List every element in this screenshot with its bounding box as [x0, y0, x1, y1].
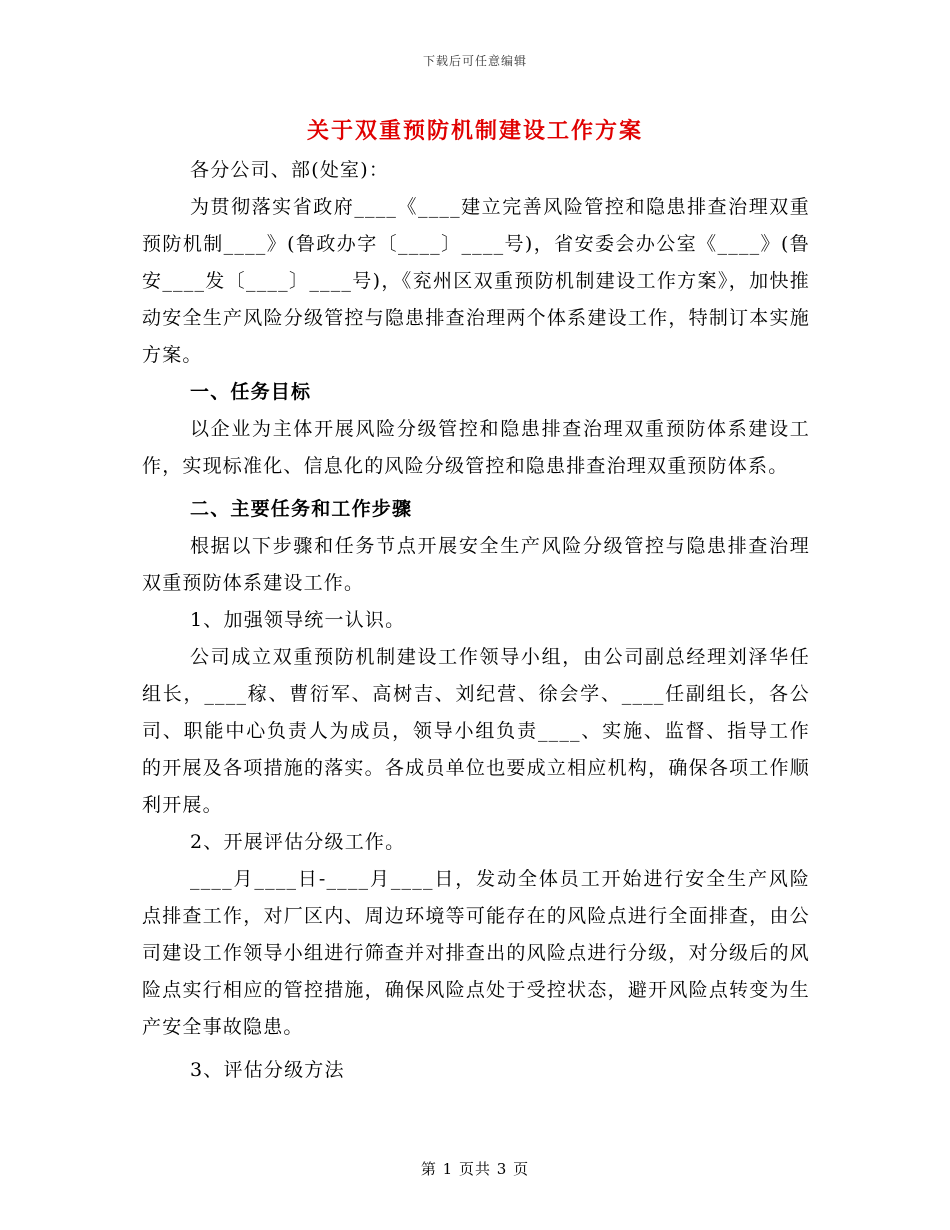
item2-paragraph: ____月____日-____月____日，发动全体员工开始进行安全生产风险点排查工作，对厂区内、周边环境等可能存在的风险点进行全面排查，由公司建设工作领导小组进行筛查并对排查出的风险点进行分级，对分级后的风险点实行相应的管控措施，确保风险点处于受控状态，避开风险点转变为生产安全事故隐患。	[142, 868, 810, 1038]
page-footer: 第 1 页共 3 页	[420, 1160, 530, 1178]
item1-paragraph: 公司成立双重预防机制建设工作领导小组，由公司副总经理刘泽华任组长，____稼、曹衍军、高树吉、刘纪营、徐会学、____任副组长，各公司、职能中心负责人为成员，领导小组负责____、实施、监督、指导工作的开展及各项措施的落实。各成员单位也要成立相应机构，确保各项工作顺利开展。	[142, 646, 810, 816]
item1-heading: 1、加强领导统一认识。	[190, 609, 406, 631]
section1-paragraph: 以企业为主体开展风险分级管控和隐患排查治理双重预防体系建设工作，实现标准化、信息化的风险分级管控和隐患排查治理双重预防体系。	[142, 418, 810, 477]
section1-heading: 一、任务目标	[190, 381, 312, 403]
section2-paragraph: 根据以下步骤和任务节点开展安全生产风险分级管控与隐患排查治理双重预防体系建设工作。	[142, 535, 810, 594]
document-body	[142, 152, 810, 1089]
document-title: 关于双重预防机制建设工作方案	[306, 118, 643, 144]
item3-heading: 3、评估分级方法	[190, 1059, 345, 1081]
salutation: 各分公司、部(处室)：	[190, 159, 390, 181]
section2-heading: 二、主要任务和工作步骤	[190, 498, 413, 520]
header-note: 下载后可任意编辑	[422, 54, 527, 68]
intro-paragraph: 为贯彻落实省政府____《____建立完善风险管控和隐患排查治理双重预防机制____》(鲁政办字〔____〕____号)，省安委会办公室《____》(鲁安____发〔____〕____号)，《兖州区双重预防机制建设工作方案》，加快推动安全生产风险分级管控与隐患排查治理两个体系建设工作，特制订本实施方案。	[142, 196, 810, 366]
item2-heading: 2、开展评估分级工作。	[190, 831, 406, 853]
